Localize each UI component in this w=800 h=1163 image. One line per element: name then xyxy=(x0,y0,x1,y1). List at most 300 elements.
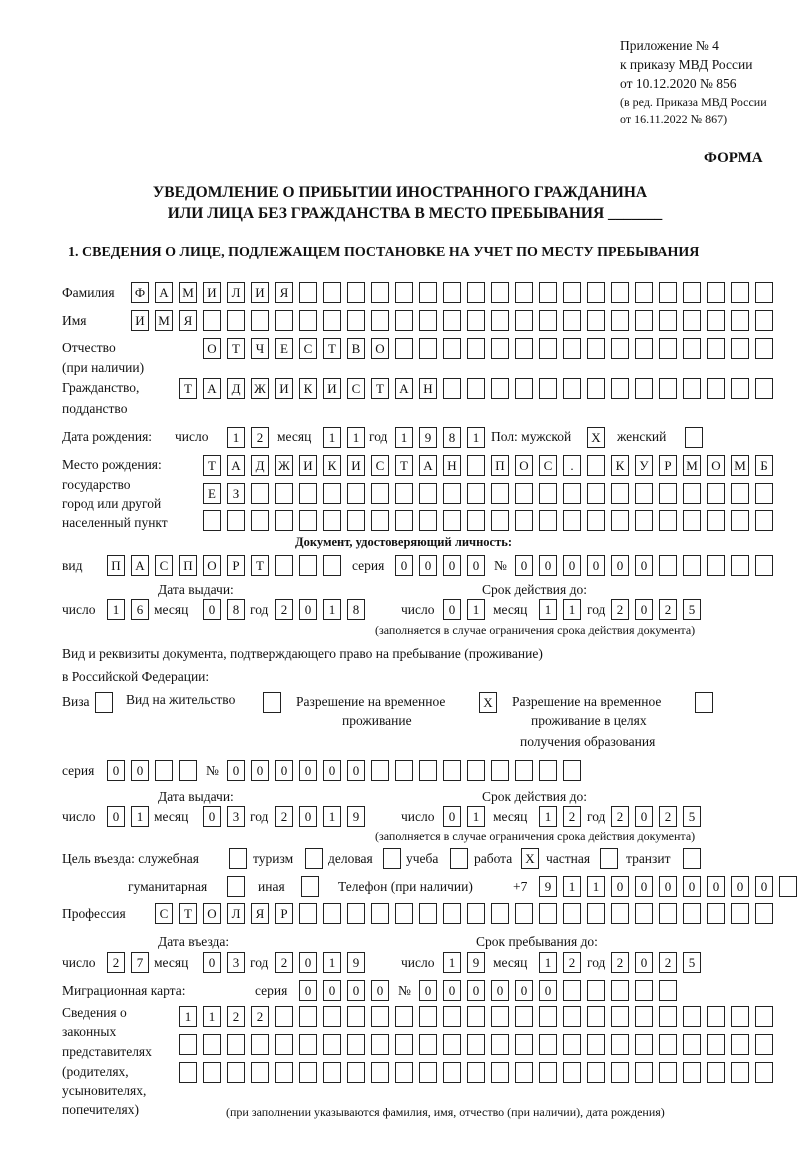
char-box[interactable] xyxy=(179,760,197,781)
char-box[interactable]: У xyxy=(635,455,653,476)
char-box[interactable]: В xyxy=(347,338,365,359)
char-box[interactable] xyxy=(203,510,221,531)
char-box[interactable] xyxy=(203,310,221,331)
char-box[interactable] xyxy=(395,483,413,504)
char-box[interactable]: О xyxy=(203,555,221,576)
char-box[interactable] xyxy=(467,483,485,504)
char-box[interactable]: 1 xyxy=(203,1006,221,1027)
char-box[interactable]: О xyxy=(203,338,221,359)
checkbox[interactable] xyxy=(95,692,113,713)
char-box[interactable]: 1 xyxy=(323,806,341,827)
checkbox[interactable] xyxy=(263,692,281,713)
char-box[interactable] xyxy=(443,760,461,781)
char-box[interactable] xyxy=(635,378,653,399)
char-box[interactable] xyxy=(659,980,677,1001)
char-box[interactable]: С xyxy=(155,555,173,576)
char-box[interactable] xyxy=(491,760,509,781)
char-box[interactable]: А xyxy=(419,455,437,476)
char-box[interactable]: 0 xyxy=(467,555,485,576)
char-box[interactable] xyxy=(707,310,725,331)
char-box[interactable]: 1 xyxy=(107,599,125,620)
char-box[interactable] xyxy=(299,310,317,331)
char-box[interactable] xyxy=(659,555,677,576)
char-box[interactable] xyxy=(515,1006,533,1027)
char-box[interactable] xyxy=(683,1062,701,1083)
char-box[interactable] xyxy=(683,338,701,359)
char-box[interactable] xyxy=(179,1062,197,1083)
char-box[interactable]: 2 xyxy=(227,1006,245,1027)
char-box[interactable] xyxy=(731,378,749,399)
char-box[interactable] xyxy=(443,310,461,331)
char-box[interactable]: 1 xyxy=(467,427,485,448)
char-box[interactable] xyxy=(443,1034,461,1055)
char-box[interactable] xyxy=(443,282,461,303)
char-box[interactable] xyxy=(707,1006,725,1027)
char-box[interactable] xyxy=(755,555,773,576)
char-box[interactable] xyxy=(515,378,533,399)
char-box[interactable]: Н xyxy=(419,378,437,399)
char-box[interactable]: И xyxy=(131,310,149,331)
char-box[interactable] xyxy=(347,1006,365,1027)
char-box[interactable] xyxy=(659,338,677,359)
char-box[interactable]: 0 xyxy=(275,760,293,781)
char-box[interactable]: Т xyxy=(371,378,389,399)
char-box[interactable] xyxy=(203,1034,221,1055)
char-box[interactable]: 1 xyxy=(563,876,581,897)
char-box[interactable]: 9 xyxy=(467,952,485,973)
checkbox[interactable] xyxy=(685,427,703,448)
char-box[interactable] xyxy=(299,510,317,531)
char-box[interactable] xyxy=(707,378,725,399)
char-box[interactable] xyxy=(491,378,509,399)
char-box[interactable] xyxy=(395,510,413,531)
char-box[interactable]: И xyxy=(299,455,317,476)
char-box[interactable]: 0 xyxy=(203,599,221,620)
char-box[interactable]: 0 xyxy=(299,599,317,620)
char-box[interactable] xyxy=(371,1034,389,1055)
char-box[interactable] xyxy=(467,1062,485,1083)
char-box[interactable] xyxy=(563,760,581,781)
char-box[interactable] xyxy=(443,1006,461,1027)
char-box[interactable]: П xyxy=(107,555,125,576)
char-box[interactable]: А xyxy=(155,282,173,303)
char-box[interactable] xyxy=(611,903,629,924)
char-box[interactable]: С xyxy=(155,903,173,924)
char-box[interactable] xyxy=(683,510,701,531)
char-box[interactable] xyxy=(299,555,317,576)
char-box[interactable]: Л xyxy=(227,282,245,303)
char-box[interactable]: И xyxy=(251,282,269,303)
char-box[interactable] xyxy=(707,1062,725,1083)
char-box[interactable] xyxy=(395,282,413,303)
char-box[interactable]: 2 xyxy=(251,427,269,448)
checkbox[interactable] xyxy=(301,876,319,897)
char-box[interactable] xyxy=(155,760,173,781)
char-box[interactable] xyxy=(515,282,533,303)
char-box[interactable] xyxy=(275,1034,293,1055)
char-box[interactable]: 9 xyxy=(347,806,365,827)
checkbox[interactable] xyxy=(450,848,468,869)
char-box[interactable] xyxy=(611,338,629,359)
char-box[interactable]: Т xyxy=(323,338,341,359)
char-box[interactable]: Ж xyxy=(275,455,293,476)
char-box[interactable]: 0 xyxy=(635,806,653,827)
char-box[interactable]: . xyxy=(563,455,581,476)
char-box[interactable] xyxy=(563,483,581,504)
checkbox[interactable] xyxy=(695,692,713,713)
char-box[interactable] xyxy=(179,1034,197,1055)
char-box[interactable]: И xyxy=(203,282,221,303)
char-box[interactable]: 3 xyxy=(227,806,245,827)
char-box[interactable]: 0 xyxy=(419,555,437,576)
char-box[interactable] xyxy=(299,483,317,504)
char-box[interactable] xyxy=(707,282,725,303)
char-box[interactable] xyxy=(323,1062,341,1083)
char-box[interactable]: Л xyxy=(227,903,245,924)
char-box[interactable] xyxy=(419,310,437,331)
char-box[interactable] xyxy=(707,1034,725,1055)
char-box[interactable]: Д xyxy=(251,455,269,476)
char-box[interactable]: К xyxy=(299,378,317,399)
char-box[interactable]: 0 xyxy=(419,980,437,1001)
char-box[interactable] xyxy=(395,903,413,924)
char-box[interactable] xyxy=(275,555,293,576)
char-box[interactable] xyxy=(731,510,749,531)
char-box[interactable] xyxy=(563,338,581,359)
char-box[interactable]: Т xyxy=(203,455,221,476)
char-box[interactable] xyxy=(587,483,605,504)
char-box[interactable]: П xyxy=(491,455,509,476)
char-box[interactable]: 1 xyxy=(539,806,557,827)
char-box[interactable]: С xyxy=(299,338,317,359)
char-box[interactable] xyxy=(395,1062,413,1083)
char-box[interactable] xyxy=(347,1034,365,1055)
char-box[interactable]: Т xyxy=(251,555,269,576)
char-box[interactable] xyxy=(371,1062,389,1083)
char-box[interactable]: 9 xyxy=(539,876,557,897)
char-box[interactable] xyxy=(419,760,437,781)
char-box[interactable] xyxy=(659,483,677,504)
char-box[interactable]: 8 xyxy=(347,599,365,620)
char-box[interactable] xyxy=(587,510,605,531)
char-box[interactable] xyxy=(419,282,437,303)
char-box[interactable]: 1 xyxy=(323,952,341,973)
char-box[interactable]: Ж xyxy=(251,378,269,399)
char-box[interactable] xyxy=(467,282,485,303)
char-box[interactable] xyxy=(731,483,749,504)
char-box[interactable]: 0 xyxy=(371,980,389,1001)
char-box[interactable]: 1 xyxy=(395,427,413,448)
char-box[interactable] xyxy=(491,1034,509,1055)
char-box[interactable]: А xyxy=(227,455,245,476)
char-box[interactable] xyxy=(251,510,269,531)
char-box[interactable] xyxy=(539,1006,557,1027)
char-box[interactable] xyxy=(707,555,725,576)
char-box[interactable]: 0 xyxy=(299,952,317,973)
char-box[interactable]: 0 xyxy=(707,876,725,897)
char-box[interactable]: 0 xyxy=(395,555,413,576)
char-box[interactable]: 0 xyxy=(203,806,221,827)
char-box[interactable]: 0 xyxy=(443,555,461,576)
char-box[interactable]: 5 xyxy=(683,806,701,827)
char-box[interactable] xyxy=(587,1062,605,1083)
char-box[interactable] xyxy=(611,1034,629,1055)
char-box[interactable] xyxy=(755,510,773,531)
char-box[interactable] xyxy=(635,980,653,1001)
char-box[interactable] xyxy=(467,510,485,531)
char-box[interactable] xyxy=(371,760,389,781)
char-box[interactable] xyxy=(323,310,341,331)
char-box[interactable] xyxy=(611,1006,629,1027)
char-box[interactable]: Н xyxy=(443,455,461,476)
char-box[interactable]: 0 xyxy=(563,555,581,576)
char-box[interactable]: С xyxy=(371,455,389,476)
char-box[interactable] xyxy=(659,1062,677,1083)
char-box[interactable] xyxy=(755,1006,773,1027)
char-box[interactable] xyxy=(707,483,725,504)
char-box[interactable] xyxy=(227,1034,245,1055)
char-box[interactable]: 2 xyxy=(659,952,677,973)
char-box[interactable] xyxy=(419,1034,437,1055)
char-box[interactable] xyxy=(467,1006,485,1027)
char-box[interactable]: 0 xyxy=(755,876,773,897)
char-box[interactable] xyxy=(587,1006,605,1027)
char-box[interactable] xyxy=(299,1062,317,1083)
checkbox[interactable]: X xyxy=(521,848,539,869)
char-box[interactable]: Т xyxy=(179,378,197,399)
checkbox[interactable] xyxy=(600,848,618,869)
char-box[interactable] xyxy=(611,980,629,1001)
char-box[interactable]: 5 xyxy=(683,599,701,620)
char-box[interactable] xyxy=(707,338,725,359)
char-box[interactable] xyxy=(323,282,341,303)
char-box[interactable]: М xyxy=(731,455,749,476)
char-box[interactable] xyxy=(323,555,341,576)
char-box[interactable] xyxy=(611,378,629,399)
char-box[interactable] xyxy=(635,310,653,331)
char-box[interactable] xyxy=(539,483,557,504)
char-box[interactable]: Б xyxy=(755,455,773,476)
char-box[interactable] xyxy=(467,455,485,476)
char-box[interactable] xyxy=(515,510,533,531)
char-box[interactable] xyxy=(707,510,725,531)
char-box[interactable]: 0 xyxy=(251,760,269,781)
checkbox[interactable] xyxy=(229,848,247,869)
checkbox[interactable] xyxy=(383,848,401,869)
char-box[interactable] xyxy=(395,1034,413,1055)
char-box[interactable] xyxy=(539,903,557,924)
char-box[interactable] xyxy=(563,1034,581,1055)
checkbox[interactable]: X xyxy=(587,427,605,448)
char-box[interactable] xyxy=(563,282,581,303)
char-box[interactable]: 8 xyxy=(443,427,461,448)
char-box[interactable]: С xyxy=(347,378,365,399)
char-box[interactable] xyxy=(347,483,365,504)
char-box[interactable]: Т xyxy=(227,338,245,359)
char-box[interactable] xyxy=(635,510,653,531)
char-box[interactable]: К xyxy=(611,455,629,476)
char-box[interactable]: Е xyxy=(275,338,293,359)
char-box[interactable]: 2 xyxy=(611,952,629,973)
char-box[interactable] xyxy=(683,555,701,576)
char-box[interactable]: 1 xyxy=(563,599,581,620)
char-box[interactable]: 0 xyxy=(539,980,557,1001)
char-box[interactable] xyxy=(587,338,605,359)
char-box[interactable]: 7 xyxy=(131,952,149,973)
char-box[interactable] xyxy=(731,310,749,331)
char-box[interactable] xyxy=(731,1062,749,1083)
char-box[interactable]: 0 xyxy=(347,760,365,781)
char-box[interactable]: 1 xyxy=(443,952,461,973)
char-box[interactable] xyxy=(275,1006,293,1027)
char-box[interactable]: Я xyxy=(179,310,197,331)
char-box[interactable]: 1 xyxy=(227,427,245,448)
char-box[interactable] xyxy=(539,378,557,399)
char-box[interactable]: Р xyxy=(275,903,293,924)
char-box[interactable] xyxy=(419,510,437,531)
char-box[interactable] xyxy=(659,282,677,303)
checkbox[interactable] xyxy=(227,876,245,897)
char-box[interactable]: 0 xyxy=(491,980,509,1001)
char-box[interactable]: 0 xyxy=(323,760,341,781)
char-box[interactable]: М xyxy=(683,455,701,476)
char-box[interactable] xyxy=(755,338,773,359)
char-box[interactable] xyxy=(395,310,413,331)
char-box[interactable]: 0 xyxy=(347,980,365,1001)
char-box[interactable] xyxy=(491,510,509,531)
char-box[interactable]: К xyxy=(323,455,341,476)
char-box[interactable] xyxy=(323,1006,341,1027)
char-box[interactable] xyxy=(659,1034,677,1055)
char-box[interactable] xyxy=(419,1062,437,1083)
char-box[interactable]: З xyxy=(227,483,245,504)
char-box[interactable]: 0 xyxy=(635,599,653,620)
char-box[interactable]: 0 xyxy=(467,980,485,1001)
char-box[interactable] xyxy=(539,310,557,331)
char-box[interactable] xyxy=(731,1034,749,1055)
char-box[interactable] xyxy=(347,282,365,303)
char-box[interactable] xyxy=(491,1062,509,1083)
char-box[interactable] xyxy=(395,760,413,781)
char-box[interactable] xyxy=(491,903,509,924)
char-box[interactable] xyxy=(683,483,701,504)
char-box[interactable]: 0 xyxy=(539,555,557,576)
char-box[interactable] xyxy=(731,1006,749,1027)
char-box[interactable] xyxy=(275,1062,293,1083)
char-box[interactable] xyxy=(227,510,245,531)
char-box[interactable] xyxy=(539,1034,557,1055)
char-box[interactable]: 2 xyxy=(611,599,629,620)
char-box[interactable] xyxy=(635,282,653,303)
char-box[interactable] xyxy=(443,903,461,924)
char-box[interactable]: 8 xyxy=(227,599,245,620)
char-box[interactable] xyxy=(467,1034,485,1055)
char-box[interactable]: И xyxy=(347,455,365,476)
char-box[interactable]: 2 xyxy=(251,1006,269,1027)
char-box[interactable]: 2 xyxy=(659,806,677,827)
char-box[interactable] xyxy=(587,1034,605,1055)
char-box[interactable]: 2 xyxy=(275,599,293,620)
char-box[interactable] xyxy=(515,903,533,924)
char-box[interactable] xyxy=(251,310,269,331)
char-box[interactable] xyxy=(587,310,605,331)
char-box[interactable] xyxy=(371,510,389,531)
char-box[interactable]: 0 xyxy=(107,806,125,827)
char-box[interactable]: 2 xyxy=(275,952,293,973)
char-box[interactable] xyxy=(563,1006,581,1027)
char-box[interactable]: 0 xyxy=(659,876,677,897)
char-box[interactable] xyxy=(275,483,293,504)
char-box[interactable] xyxy=(251,483,269,504)
char-box[interactable] xyxy=(515,760,533,781)
char-box[interactable] xyxy=(395,1006,413,1027)
char-box[interactable] xyxy=(299,282,317,303)
char-box[interactable]: 0 xyxy=(299,806,317,827)
char-box[interactable] xyxy=(635,1006,653,1027)
checkbox[interactable] xyxy=(683,848,701,869)
char-box[interactable]: 0 xyxy=(611,876,629,897)
char-box[interactable]: 1 xyxy=(323,599,341,620)
char-box[interactable]: А xyxy=(203,378,221,399)
char-box[interactable]: 2 xyxy=(275,806,293,827)
char-box[interactable] xyxy=(371,1006,389,1027)
char-box[interactable] xyxy=(491,338,509,359)
checkbox[interactable] xyxy=(305,848,323,869)
char-box[interactable] xyxy=(347,510,365,531)
char-box[interactable] xyxy=(683,282,701,303)
char-box[interactable] xyxy=(683,1034,701,1055)
char-box[interactable] xyxy=(515,338,533,359)
char-box[interactable] xyxy=(443,338,461,359)
char-box[interactable] xyxy=(755,378,773,399)
char-box[interactable]: Т xyxy=(179,903,197,924)
char-box[interactable] xyxy=(611,483,629,504)
char-box[interactable] xyxy=(611,282,629,303)
char-box[interactable] xyxy=(299,1006,317,1027)
char-box[interactable]: 0 xyxy=(731,876,749,897)
char-box[interactable] xyxy=(635,483,653,504)
char-box[interactable] xyxy=(563,510,581,531)
char-box[interactable] xyxy=(347,903,365,924)
char-box[interactable] xyxy=(419,483,437,504)
char-box[interactable]: Ф xyxy=(131,282,149,303)
char-box[interactable]: Ч xyxy=(251,338,269,359)
char-box[interactable]: 1 xyxy=(539,599,557,620)
char-box[interactable]: 0 xyxy=(227,760,245,781)
char-box[interactable] xyxy=(635,1034,653,1055)
char-box[interactable]: 0 xyxy=(635,876,653,897)
char-box[interactable] xyxy=(731,555,749,576)
char-box[interactable]: 0 xyxy=(443,806,461,827)
char-box[interactable]: 6 xyxy=(131,599,149,620)
char-box[interactable]: 0 xyxy=(299,980,317,1001)
char-box[interactable]: 0 xyxy=(635,952,653,973)
char-box[interactable]: О xyxy=(371,338,389,359)
char-box[interactable] xyxy=(563,903,581,924)
char-box[interactable] xyxy=(779,876,797,897)
char-box[interactable]: 9 xyxy=(347,952,365,973)
char-box[interactable] xyxy=(227,310,245,331)
char-box[interactable] xyxy=(587,980,605,1001)
char-box[interactable] xyxy=(731,903,749,924)
char-box[interactable]: 9 xyxy=(419,427,437,448)
char-box[interactable]: Р xyxy=(659,455,677,476)
char-box[interactable] xyxy=(275,510,293,531)
char-box[interactable] xyxy=(371,282,389,303)
char-box[interactable]: 0 xyxy=(515,980,533,1001)
char-box[interactable] xyxy=(203,1062,221,1083)
char-box[interactable] xyxy=(467,310,485,331)
